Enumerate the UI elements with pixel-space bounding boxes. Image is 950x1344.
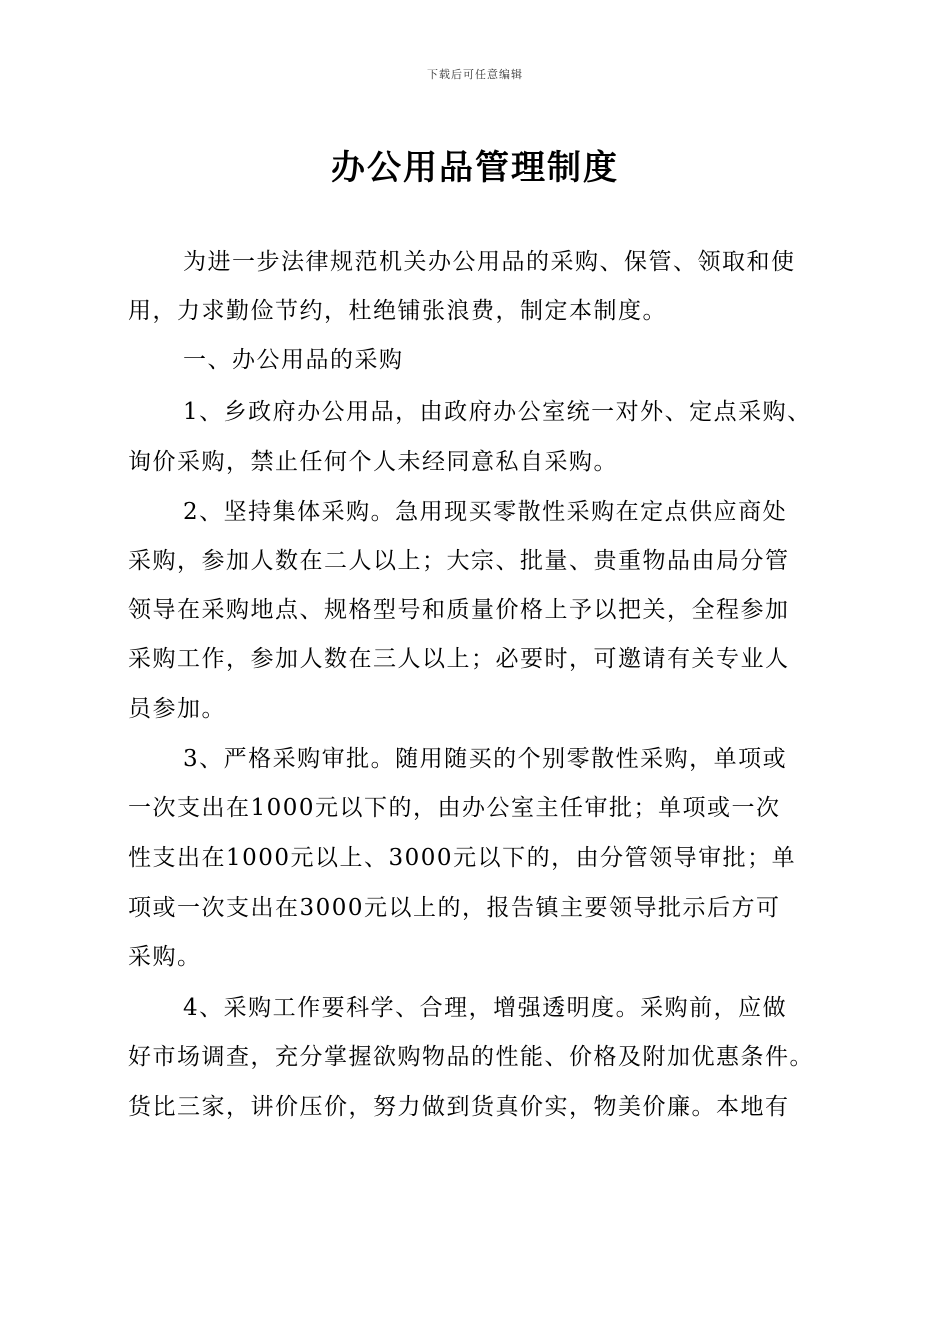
text-line: 一次支出在1000元以下的，由办公室主任审批；单项或一次 (128, 795, 781, 821)
text-line: 货比三家，讲价压价，努力做到货真价实，物美价廉。本地有 (128, 1094, 790, 1120)
text-line: 采购。 (128, 944, 202, 970)
text-line: 用，力求勤俭节约，杜绝铺张浪费，制定本制度。 (128, 298, 667, 324)
text-line: 采购，参加人数在二人以上；大宗、批量、贵重物品由局分管 (128, 548, 790, 574)
text-line: 为进一步法律规范机关办公用品的采购、保管、领取和使 (183, 249, 796, 275)
text-line: 2、坚持集体采购。急用现买零散性采购在定点供应商处 (183, 499, 788, 525)
text-line: 3、严格采购审批。随用随买的个别零散性采购，单项或 (183, 746, 788, 772)
text-line: 询价采购，禁止任何个人未经同意私自采购。 (128, 449, 618, 475)
text-line: 员参加。 (128, 696, 226, 722)
text-line: 项或一次支出在3000元以上的，报告镇主要领导批示后方可 (128, 895, 781, 921)
section-heading: 一、办公用品的采购 (183, 347, 404, 373)
text-line: 领导在采购地点、规格型号和质量价格上予以把关，全程参加 (128, 597, 790, 623)
document-title: 办公用品管理制度 (331, 148, 619, 188)
text-line: 性支出在1000元以上、3000元以下的，由分管领导审批；单 (128, 845, 797, 871)
text-line: 好市场调查，充分掌握欲购物品的性能、价格及附加优惠条件。 (128, 1044, 814, 1070)
text-line: 1、乡政府办公用品，由政府办公室统一对外、定点采购、 (183, 399, 812, 425)
text-line: 4、采购工作要科学、合理，增强透明度。采购前，应做 (183, 995, 788, 1021)
header-note: 下载后可任意编辑 (427, 68, 523, 81)
text-line: 采购工作，参加人数在三人以上；必要时，可邀请有关专业人 (128, 646, 790, 672)
